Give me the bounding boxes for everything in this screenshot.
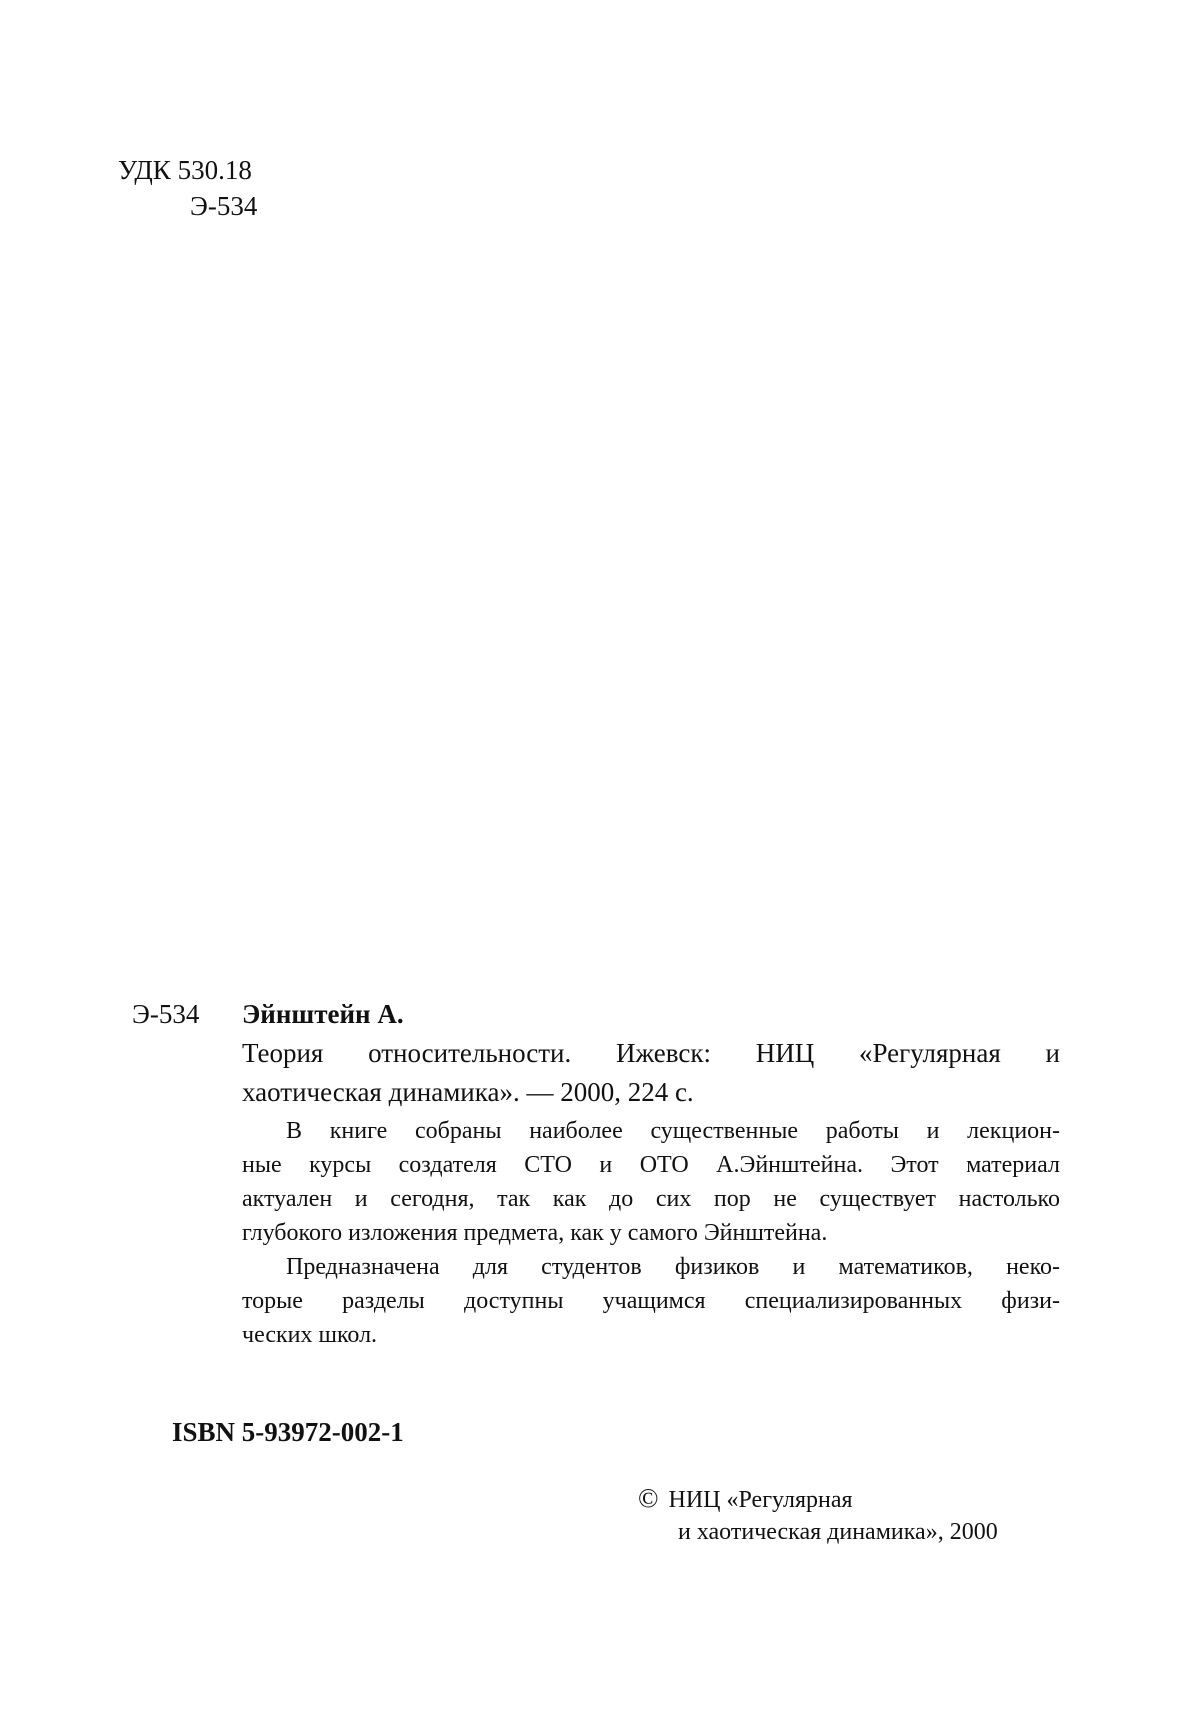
annotation-line: В книге собраны наиболее существенные работы и лекцион- xyxy=(286,1118,1060,1144)
author-name: Эйнштейн А. xyxy=(242,999,404,1029)
annotation-line: ческих школ. xyxy=(242,1322,378,1348)
copyright-publisher: НИЦ «Регулярная xyxy=(668,1487,853,1513)
biblio-line: хаотическая динамика». — 2000, 224 с. xyxy=(242,1077,694,1107)
copyright-line-2: и хаотическая динамика», 2000 xyxy=(678,1519,998,1545)
copyright-icon: © xyxy=(638,1483,659,1513)
bibliographic-description xyxy=(242,1034,1060,1112)
annotation-line: Предназначена для студентов физиков и математиков, неко- xyxy=(286,1254,1060,1280)
entry-code: Э-534 xyxy=(132,999,200,1029)
annotation-line: торые разделы доступны учащимся специализированных физи- xyxy=(242,1288,1060,1314)
annotation xyxy=(242,1114,1060,1352)
biblio-line: Теория относительности. Ижевск: НИЦ «Регулярная и xyxy=(242,1038,1060,1068)
library-code: Э-534 xyxy=(190,191,258,221)
udk-code: УДК 530.18 xyxy=(118,155,252,185)
isbn: ISBN 5-93972-002-1 xyxy=(172,1417,404,1447)
annotation-line: актуален и сегодня, так как до сих пор не существует настолько xyxy=(242,1186,1060,1212)
annotation-line: ные курсы создателя СТО и ОТО А.Эйнштейна. Этот материал xyxy=(242,1152,1060,1178)
copyright-line-1 xyxy=(638,1480,853,1518)
annotation-line: глубокого изложения предмета, как у самого Эйнштейна. xyxy=(242,1220,828,1246)
